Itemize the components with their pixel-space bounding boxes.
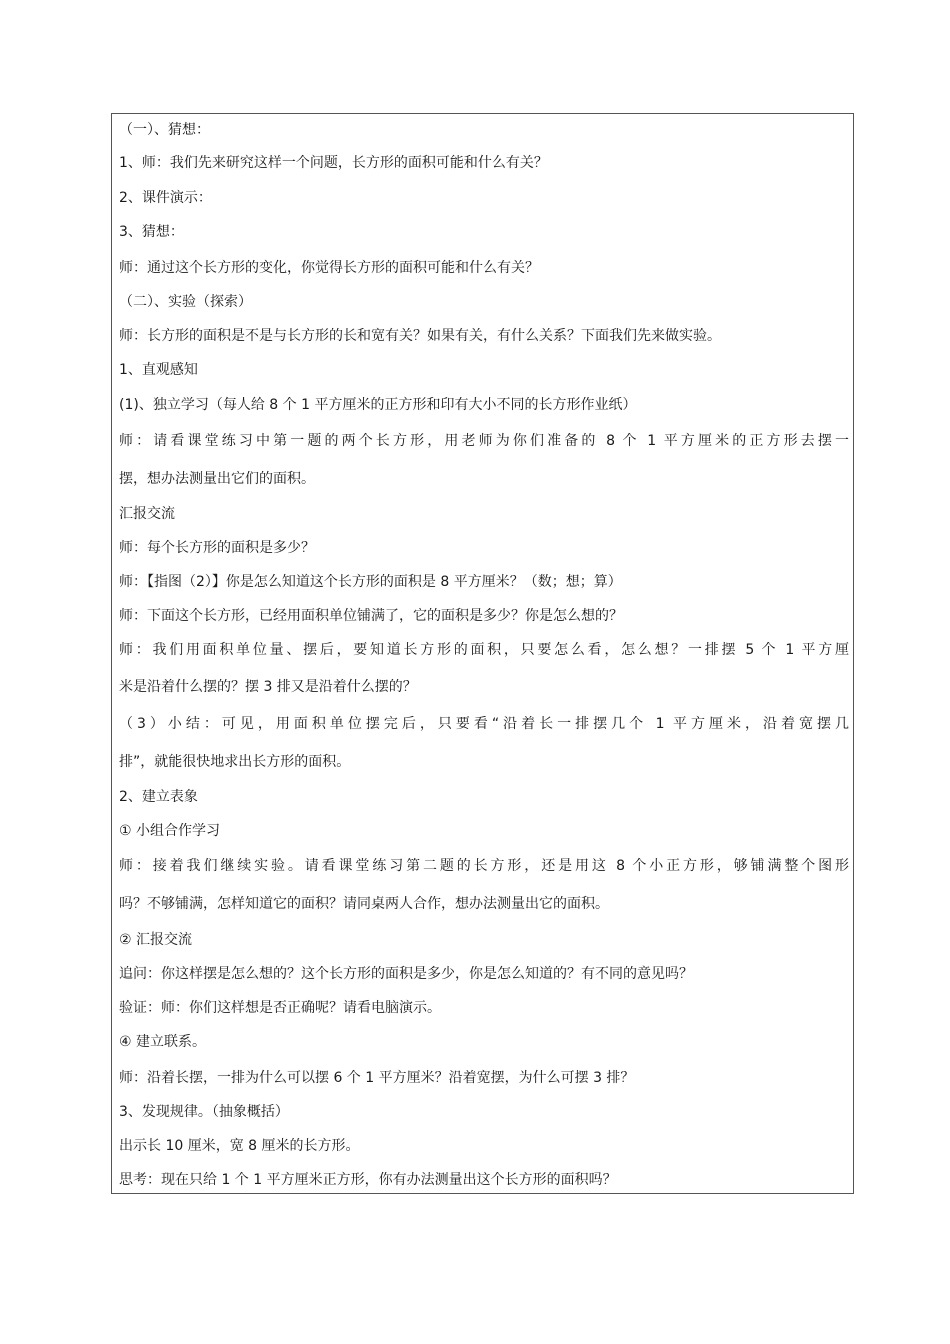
text-line-19: 排”，就能很快地求出长方形的面积。	[119, 754, 351, 770]
text-line-30: 出示长 10 厘米，宽 8 厘米的长方形。	[119, 1138, 360, 1154]
text-line-29: 3、发现规律。（抽象概括）	[119, 1104, 289, 1120]
text-line-1: （一）、猜想：	[119, 122, 210, 138]
text-line-21: ① 小组合作学习	[119, 823, 221, 839]
text-line-31: 思考：现在只给 1 个 1 平方厘米正方形，你有办法测量出这个长方形的面积吗？	[119, 1172, 617, 1188]
text-line-23: 吗？不够铺满，怎样知道它的面积？请同桌两人合作，想办法测量出它的面积。	[119, 896, 609, 912]
text-line-26: 验证：师：你们这样想是否正确呢？请看电脑演示。	[119, 1000, 441, 1016]
text-line-25: 追问：你这样摆是怎么想的？这个长方形的面积是多少，你是怎么知道的？有不同的意见吗？	[119, 966, 693, 982]
text-line-7: 师：长方形的面积是不是与长方形的长和宽有关？如果有关，有什么关系？下面我们先来做实验。	[119, 328, 721, 344]
text-line-15: 师：下面这个长方形，已经用面积单位铺满了，它的面积是多少？你是怎么想的？	[119, 608, 623, 624]
text-line-8: 1、直观感知	[119, 362, 198, 378]
text-line-5: 师：通过这个长方形的变化，你觉得长方形的面积可能和什么有关？	[119, 260, 539, 276]
text-line-18: （3）小结：可见，用面积单位摆完后，只要看“沿着长一排摆几个 1 平方厘米，沿着宽摆几	[119, 716, 849, 732]
text-line-22: 师：接着我们继续实验。请看课堂练习第二题的长方形，还是用这 8 个小正方形，够铺满整个图形	[119, 858, 849, 874]
text-line-14: 师：【指图（2）】你是怎么知道这个长方形的面积是 8 平方厘米？（数；想；算）	[119, 574, 622, 590]
text-line-2: 1、师：我们先来研究这样一个问题，长方形的面积可能和什么有关？	[119, 155, 548, 171]
text-line-16: 师：我们用面积单位量、摆后，要知道长方形的面积，只要怎么看，怎么想？一排摆 5 个 1 平方厘	[119, 642, 849, 658]
text-line-12: 汇报交流	[119, 506, 175, 522]
text-line-4: 3、猜想：	[119, 224, 184, 240]
text-line-28: 师：沿着长摆，一排为什么可以摆 6 个 1 平方厘米？沿着宽摆，为什么可摆 3 排？	[119, 1070, 635, 1086]
text-line-20: 2、建立表象	[119, 789, 198, 805]
text-line-9: (1)、独立学习（每人给 8 个 1 平方厘米的正方形和印有大小不同的长方形作业纸）	[119, 397, 637, 413]
text-line-3: 2、课件演示：	[119, 190, 212, 206]
text-line-11: 摆，想办法测量出它们的面积。	[119, 471, 315, 487]
text-line-27: ④ 建立联系。	[119, 1034, 207, 1050]
text-line-24: ② 汇报交流	[119, 932, 193, 948]
text-line-10: 师：请看课堂练习中第一题的两个长方形，用老师为你们准备的 8 个 1 平方厘米的正方形去摆一	[119, 433, 849, 449]
text-line-6: （二）、实验（探索）	[119, 294, 252, 310]
text-line-13: 师：每个长方形的面积是多少？	[119, 540, 315, 556]
text-line-17: 米是沿着什么摆的？摆 3 排又是沿着什么摆的？	[119, 679, 417, 695]
